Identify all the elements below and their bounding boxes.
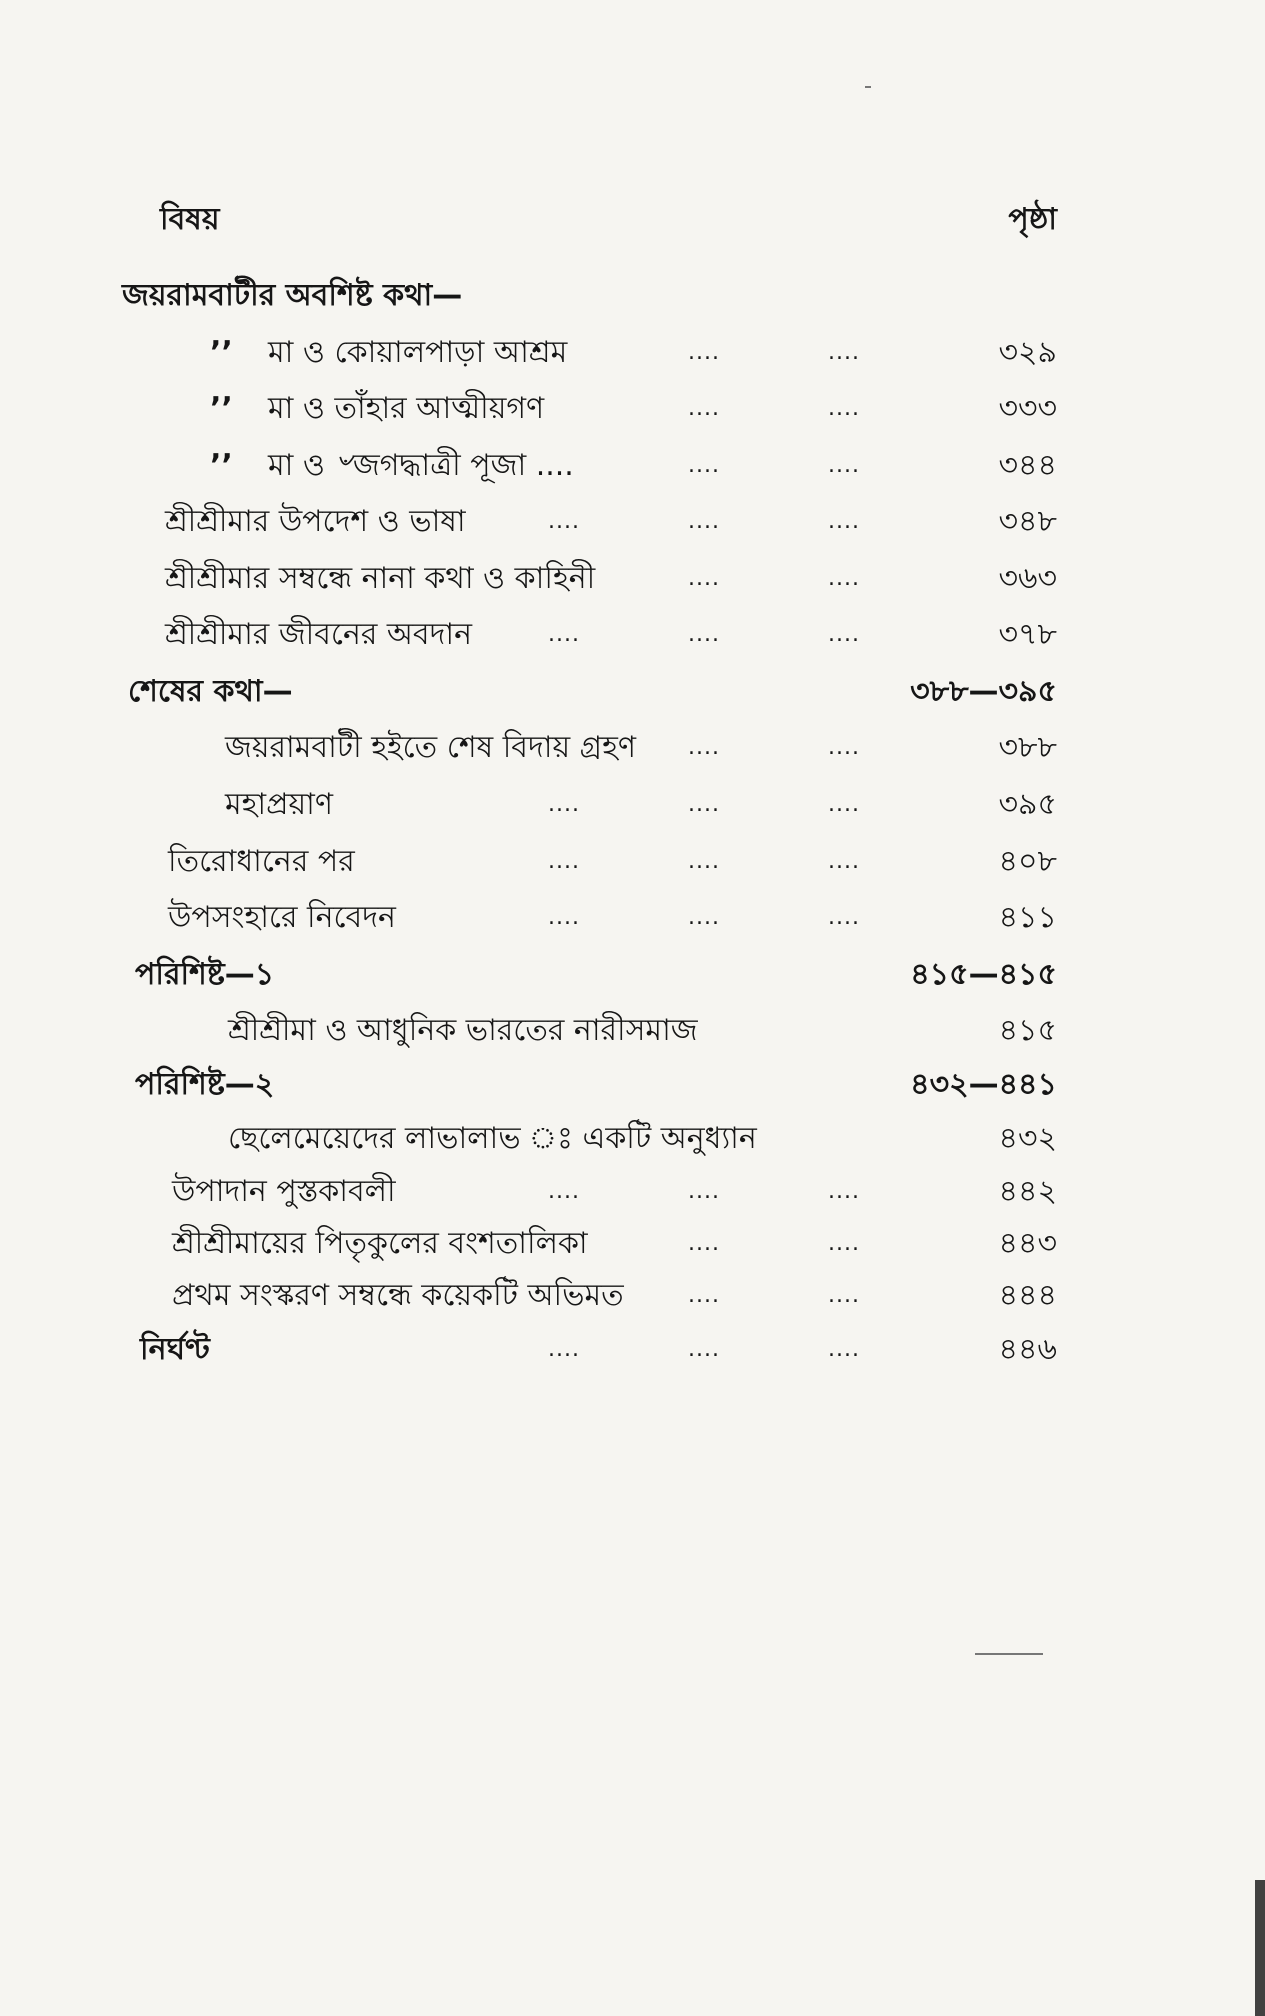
entry-title: শ্রীশ্রীমা ও আধুনিক ভারতের নারীসমাজ <box>228 1013 698 1048</box>
toc-section-heading <box>0 1057 1265 1113</box>
entry-page: ৩৭৮ <box>998 617 1057 652</box>
ditto-mark: ’’ <box>210 391 233 426</box>
entry-page: ৪৪২ <box>998 1174 1057 1209</box>
leader-dots: .... <box>688 1337 720 1362</box>
leader-dots: .... <box>548 849 580 874</box>
toc-entry <box>0 381 1265 437</box>
ditto-mark: ’’ <box>210 448 233 483</box>
leader-dots: .... <box>688 735 720 760</box>
toc-entry <box>0 1216 1265 1272</box>
leader-dots: .... <box>548 792 580 817</box>
leader-dots: .... <box>828 453 860 478</box>
entry-title: শ্রীশ্রীমার উপদেশ ও ভাষা <box>165 504 466 539</box>
entry-title: শ্রীশ্রীমার সম্বন্ধে নানা কথা ও কাহিনী <box>165 561 596 596</box>
leader-dots: .... <box>828 792 860 817</box>
entry-title: পরিশিষ্ট—২ <box>135 1067 275 1102</box>
entry-page: ৪০৮ <box>998 844 1057 879</box>
toc-entry <box>0 1111 1265 1167</box>
toc-entry <box>0 1322 1265 1378</box>
entry-title: শ্রীশ্রীমার জীবনের অবদান <box>165 617 472 652</box>
leader-dots: .... <box>548 1337 580 1362</box>
entry-title: শেষের কথা— <box>128 674 293 709</box>
leader-dots: .... <box>688 792 720 817</box>
toc-entry <box>0 1164 1265 1220</box>
entry-page: ৪১১ <box>998 900 1057 935</box>
leader-dots: .... <box>688 509 720 534</box>
entry-page: ৩২৯ <box>998 335 1057 370</box>
entry-page-range: ৪৩২—৪৪১ <box>910 1067 1057 1102</box>
leader-dots: .... <box>828 849 860 874</box>
leader-dots: .... <box>828 566 860 591</box>
leader-dots: .... <box>688 905 720 930</box>
entry-page-range: ৪১৫—৪১৫ <box>910 957 1057 992</box>
subject-heading: বিষয় <box>160 202 220 237</box>
leader-dots: .... <box>828 905 860 930</box>
entry-title: মহাপ্রয়াণ <box>225 787 334 822</box>
leader-dots: .... <box>688 453 720 478</box>
leader-dots: .... <box>688 396 720 421</box>
leader-dots: .... <box>548 622 580 647</box>
entry-page: ৪৩২ <box>998 1121 1057 1156</box>
leader-dots: .... <box>548 905 580 930</box>
leader-dots: .... <box>688 622 720 647</box>
entry-title: মা ও তাঁহার আত্মীয়গণ <box>268 391 545 426</box>
entry-page: ৩৮৮ <box>998 730 1057 765</box>
entry-page: ৩৪৪ <box>998 448 1057 483</box>
entry-title: উপসংহারে নিবেদন <box>168 900 396 935</box>
entry-title: উপাদান পুস্তকাবলী <box>172 1174 396 1209</box>
leader-dots: .... <box>688 566 720 591</box>
entry-page: ৪৪৩ <box>998 1226 1057 1261</box>
toc-entry <box>0 607 1265 663</box>
leader-dots: .... <box>828 735 860 760</box>
toc-entry <box>0 834 1265 890</box>
page-edge-shadow <box>1255 1880 1265 2016</box>
toc-section-heading <box>0 268 1265 324</box>
toc-section-heading <box>0 664 1265 720</box>
entry-page: ৩৪৮ <box>998 504 1057 539</box>
entry-title: জয়রামবাটীর অবশিষ্ট কথা— <box>122 278 463 313</box>
entry-page: ৪১৫ <box>998 1013 1057 1048</box>
scan-mark <box>975 1653 1043 1655</box>
entry-title: তিরোধানের পর <box>168 844 355 879</box>
entry-title: শ্রীশ্রীমায়ের পিতৃকুলের বংশতালিকা <box>172 1226 588 1261</box>
toc-entry <box>0 438 1265 494</box>
entry-page: ৩৯৫ <box>998 787 1057 822</box>
entry-page-range: ৩৮৮—৩৯৫ <box>910 674 1057 709</box>
entry-page: ৩৬৩ <box>998 561 1057 596</box>
toc-entry <box>0 325 1265 381</box>
leader-dots: .... <box>828 1179 860 1204</box>
entry-page: ৩৩৩ <box>998 391 1057 426</box>
entry-page: ৪৪৪ <box>998 1278 1057 1313</box>
ditto-mark: ’’ <box>210 335 233 370</box>
toc-entry <box>0 777 1265 833</box>
leader-dots: .... <box>828 622 860 647</box>
leader-dots: .... <box>828 1337 860 1362</box>
leader-dots: .... <box>688 340 720 365</box>
toc-entry <box>0 890 1265 946</box>
leader-dots: .... <box>828 396 860 421</box>
toc-section-heading <box>0 947 1265 1003</box>
leader-dots: .... <box>828 509 860 534</box>
leader-dots: .... <box>688 1179 720 1204</box>
entry-title: পরিশিষ্ট—১ <box>135 957 275 992</box>
leader-dots: .... <box>688 1231 720 1256</box>
leader-dots: .... <box>828 1231 860 1256</box>
toc-entry <box>0 720 1265 776</box>
entry-title: নির্ঘণ্ট <box>140 1332 210 1367</box>
leader-dots: .... <box>548 1179 580 1204</box>
toc-entry <box>0 1003 1265 1059</box>
leader-dots: .... <box>688 849 720 874</box>
entry-title: জয়রামবাটী হইতে শেষ বিদায় গ্রহণ <box>225 730 637 765</box>
page-heading: পৃষ্ঠা <box>1008 202 1057 237</box>
leader-dots: .... <box>828 1283 860 1308</box>
toc-entry <box>0 551 1265 607</box>
leader-dots: .... <box>548 509 580 534</box>
toc-entry <box>0 1268 1265 1324</box>
entry-title: প্রথম সংস্করণ সম্বন্ধে কয়েকটি অভিমত <box>172 1278 624 1313</box>
leader-dots: .... <box>688 1283 720 1308</box>
scan-mark <box>865 86 871 88</box>
entry-title: মা ও কোয়ালপাড়া আশ্রম <box>268 335 568 370</box>
entry-title: ছেলেমেয়েদের লাভালাভ ঃ একটি অনুধ্যান <box>228 1121 757 1156</box>
toc-entry <box>0 494 1265 550</box>
entry-title: মা ও ৺জগদ্ধাত্রী পূজা .... <box>268 448 574 483</box>
entry-page: ৪৪৬ <box>998 1332 1057 1367</box>
leader-dots: .... <box>828 340 860 365</box>
